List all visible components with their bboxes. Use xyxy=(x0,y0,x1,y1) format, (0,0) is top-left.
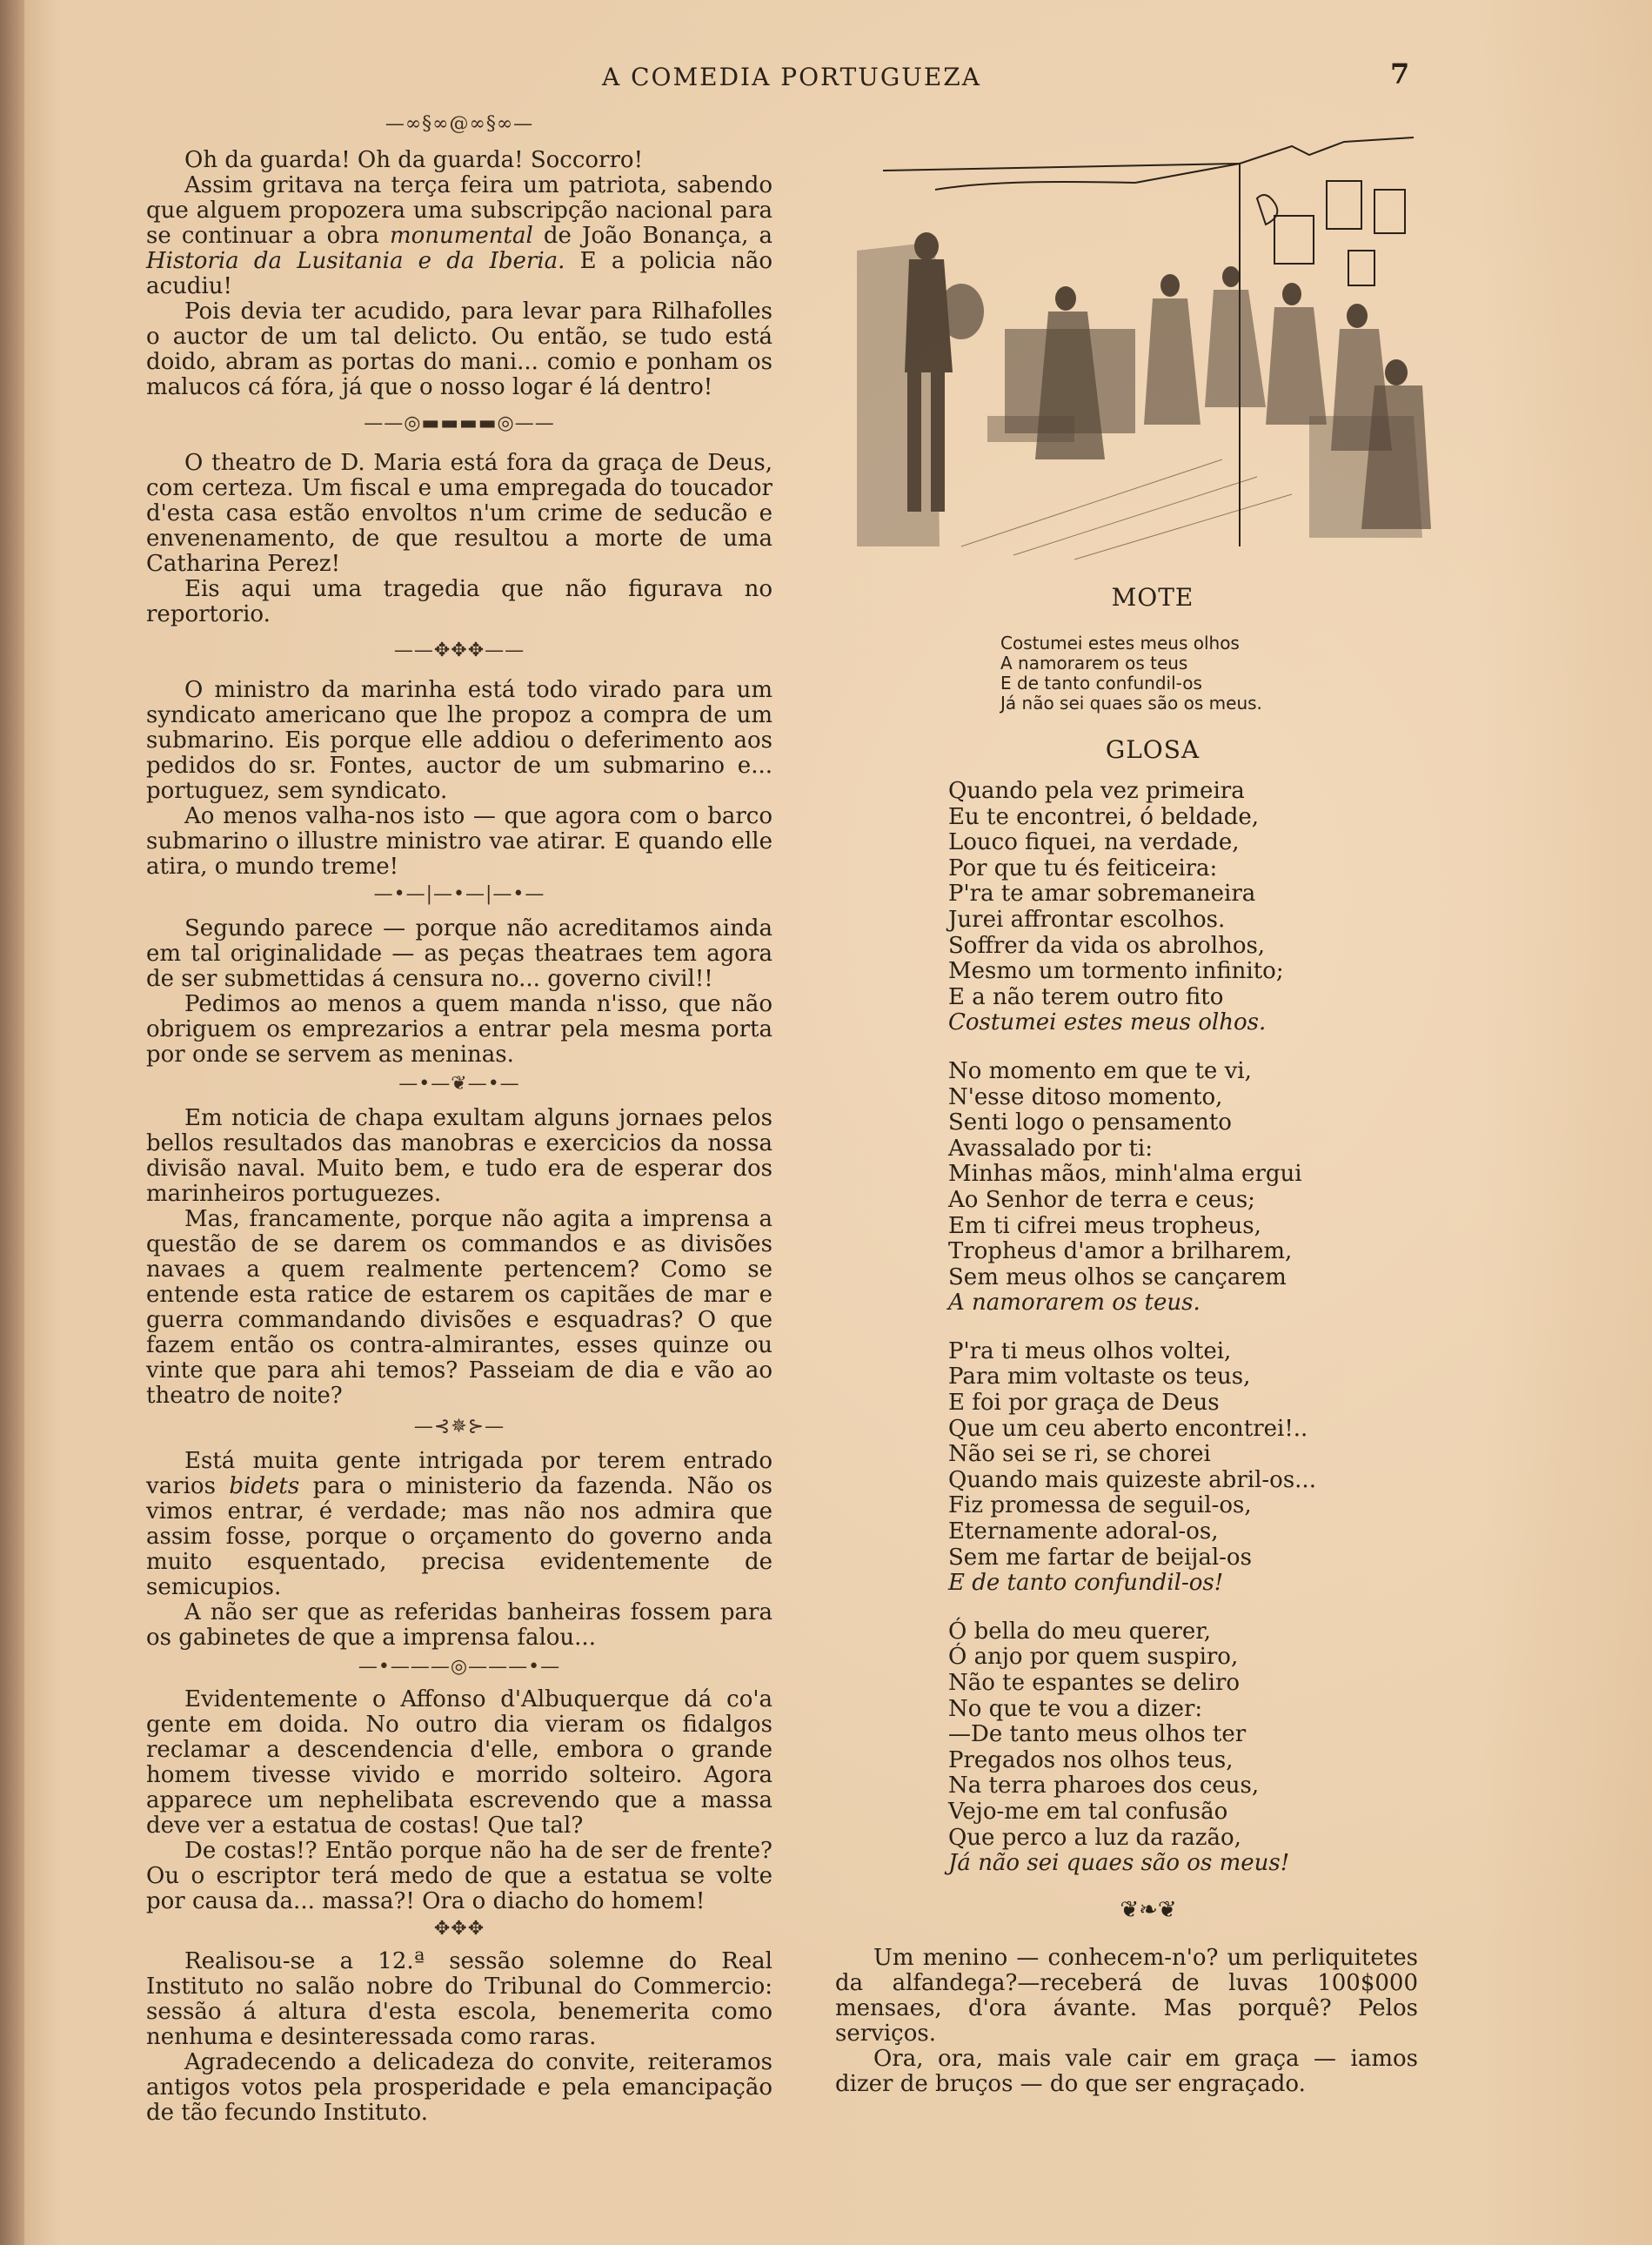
page-number: 7 xyxy=(1390,57,1410,90)
verse-line: N'esse ditoso momento, xyxy=(948,1083,1223,1110)
ornament: —•———◎———•— xyxy=(358,1656,561,1678)
glosa-title: GLOSA xyxy=(1105,735,1201,764)
paragraph: O ministro da marinha está todo virado para um syndicato americano que lhe propoz a compra de um submarino. Eis porque elle addiou o deferimento aos pedidos do sr. Fontes, auctor de um submarino e... portuguez, sem syndicato. xyxy=(146,677,772,804)
verse-line: Sem meus olhos se cançarem xyxy=(948,1263,1287,1290)
stanza xyxy=(948,1059,1331,1317)
verse-line: Costumei estes meus olhos. xyxy=(948,1009,1267,1036)
verse-line: Vejo-me em tal confusão xyxy=(948,1798,1228,1825)
paragraph: Ora, ora, mais vale cair em graça — iamos dizer de bruços — do que ser engraçado. xyxy=(835,2046,1418,2097)
paragraph: A não ser que as referidas banheiras fossem para os gabinetes de que a imprensa falou... xyxy=(146,1599,772,1651)
paragraph: Pedimos ao menos a quem manda n'isso, que não obriguem os emprezarios a entrar pela mesma porta por onde se servem as meninas. xyxy=(146,991,772,1068)
paragraph: De costas!? Então porque não ha de ser de frente? Ou o escriptor terá medo de que a estatua se volte por causa da... massa?! Ora o diacho do homem! xyxy=(146,1838,772,1914)
verse-line: Pregados nos olhos teus, xyxy=(948,1746,1234,1773)
verse-line: Em ti cifrei meus tropheus, xyxy=(948,1212,1261,1239)
ornament: —•—❦—•— xyxy=(398,1073,520,1095)
ornament: —∞§∞@∞§∞— xyxy=(385,113,534,135)
verse-line: Não sei se ri, se chorei xyxy=(948,1441,1211,1468)
engraving-illustration xyxy=(857,129,1440,564)
paragraph: Mas, francamente, porque não agita a imprensa a questão de se darem os commandos e as divisões navaes a quem realmente pertencem? Como se entende esta ratice de estarem os capitães de mar e guerra commandando divisões e esquadras? O que fazem então os contra-almirantes, esses quinze ou vinte que para ahi temos? Passeiam de dia e vão ao theatro de noite? xyxy=(146,1206,772,1409)
verse-line: Sem me fartar de beijal-os xyxy=(948,1544,1252,1571)
paragraph: Segundo parece — porque não acreditamos ainda em tal originalidade — as peças theatraes tem agora de ser submettidas á censura no... governo civil!! xyxy=(146,915,772,992)
verse-line: Eu te encontrei, ó beldade, xyxy=(948,803,1259,830)
verse-line: Tropheus d'amor a brilharem, xyxy=(948,1238,1293,1265)
verse-line: Quando pela vez primeira xyxy=(948,778,1245,804)
mote-line: Costumei estes meus olhos xyxy=(1000,633,1240,653)
verse-line: Ó bella do meu querer, xyxy=(948,1618,1212,1645)
ornament: ❦❧❦ xyxy=(1120,1897,1177,1923)
verse-line: Mesmo um tormento infinito; xyxy=(948,958,1284,985)
stanza xyxy=(948,779,1331,1036)
ornament: ——◎▬▬▬▬◎—— xyxy=(364,412,555,434)
paragraph: Eis aqui uma tragedia que não figurava no reportorio. xyxy=(146,576,772,627)
verse-line: Que um ceu aberto encontrei!.. xyxy=(948,1415,1308,1442)
mote-lines xyxy=(1000,633,1366,714)
verse-line: No que te vou a dizer: xyxy=(948,1695,1203,1722)
verse-line: Por que tu és feiticeira: xyxy=(948,854,1218,881)
verse-line: E a não terem outro fito xyxy=(948,983,1224,1010)
mote-line: Já não sei quaes são os meus. xyxy=(1000,693,1262,714)
ornament: ——✥✥✥—— xyxy=(393,640,525,661)
stanza xyxy=(948,1619,1331,1877)
glosa-poem xyxy=(948,779,1331,1900)
verse-line: A namorarem os teus. xyxy=(948,1290,1201,1317)
paragraph: Agradecendo a delicadeza do convite, reiteramos antigos votos pela prosperidade e pela emancipação de tão fecundo Instituto. xyxy=(146,2049,772,2126)
ornament: —⊰✵⊱— xyxy=(413,1416,505,1437)
verse-line: Na terra pharoes dos ceus, xyxy=(948,1773,1260,1799)
verse-line: Senti logo o pensamento xyxy=(948,1109,1232,1136)
paragraph: Pois devia ter acudido, para levar para Rilhafolles o auctor de um tal delicto. Ou então, se tudo está doido, abram as portas do mani... comio e ponham os malucos cá fóra, já que o nosso logar é lá dentro! xyxy=(146,298,772,400)
verse-line: Avassalado por ti: xyxy=(948,1135,1153,1162)
mote-title: MOTE xyxy=(1111,583,1194,612)
verse-line: Ao Senhor de terra e ceus; xyxy=(948,1186,1255,1213)
paragraph: Ao menos valha-nos isto — que agora com o barco submarino o illustre ministro vae atirar. E quando elle atira, o mundo treme! xyxy=(146,803,772,880)
verse-line: Louco fiquei, na verdade, xyxy=(948,829,1240,856)
verse-line: Fiz promessa de seguil-os, xyxy=(948,1492,1252,1519)
mote-line: E de tanto confundil-os xyxy=(1000,673,1202,694)
verse-line: Jurei affrontar escolhos. xyxy=(948,906,1226,933)
paragraph: Em noticia de chapa exultam alguns jornaes pelos bellos resultados das manobras e exercicios da nossa divisão naval. Muito bem, e tudo era de esperar dos marinheiros portuguezes. xyxy=(146,1105,772,1207)
ornament: —•—|—•—|—•— xyxy=(373,883,545,905)
verse-line: Que perco a luz da razão, xyxy=(948,1824,1241,1851)
verse-line: Ó anjo por quem suspiro, xyxy=(948,1644,1239,1671)
binding-gutter xyxy=(0,0,24,2245)
paragraph: Um menino — conhecem-n'o? um perliquitetes da alfandega?—receberá de luvas 100$000 mensaes, d'ora ávante. Mas porquê? Pelos serviços. xyxy=(835,1945,1418,2047)
verse-line: Soffrer da vida os abrolhos, xyxy=(948,932,1266,959)
right-bottom-column xyxy=(835,1946,1418,2097)
verse-line: Eternamente adoral-os, xyxy=(948,1518,1219,1545)
verse-line: E de tanto confundil-os! xyxy=(948,1570,1224,1597)
verse-line: Quando mais quizeste abril-os... xyxy=(948,1466,1316,1493)
paragraph: O theatro de D. Maria está fora da graça de Deus, com certeza. Um fiscal e uma empregada do toucador d'esta casa estão envoltos n'um crime de seducão e envenenamento, de que resultou a morte de uma Catharina Perez! xyxy=(146,450,772,577)
paragraph: Assim gritava na terça feira um patriota, sabendo que alguem propozera uma subscripção nacional para se continuar a obra monumental de João Bonança, a Historia da Lusitania e da Iberia. E a policia não acudiu! xyxy=(146,172,773,299)
paragraph: Está muita gente intrigada por terem entrado varios bidets para o ministerio da fazenda. Não os vimos entrar, é verdade; mas não nos admira que assim fosse, porque o orçamento do governo anda muito esquentado, precisa evidentemente de semicupios. xyxy=(146,1448,773,1600)
verse-line: Para mim voltaste os teus, xyxy=(948,1364,1251,1391)
paragraph: Realisou-se a 12.ª sessão solemne do Real Instituto no salão nobre do Tribunal do Commercio: sessão á altura d'esta escola, benemerita como nenhuma e desinteressada como raras. xyxy=(146,1948,772,2050)
verse-line: P'ra ti meus olhos voltei, xyxy=(948,1337,1232,1364)
verse-line: E foi por graça de Deus xyxy=(948,1390,1220,1417)
page-header-title: A COMEDIA PORTUGUEZA xyxy=(602,63,981,91)
verse-line: Não te espantes se deliro xyxy=(948,1670,1241,1696)
mote-line: A namorarem os teus xyxy=(1000,653,1188,674)
verse-line: —De tanto meus olhos ter xyxy=(948,1721,1247,1748)
verse-line: No momento em que te vi, xyxy=(948,1057,1252,1084)
ornament: ✥✥✥ xyxy=(433,1918,485,1940)
verse-line: P'ra te amar sobremaneira xyxy=(948,881,1256,908)
paragraph: Evidentemente o Affonso d'Albuquerque dá co'a gente em doida. No outro dia vieram os fidalgos reclamar a descendencia d'elle, embora o grande homem tivesse vivido e morrido solteiro. Agora apparece um nephelibata escrevendo que a massa deve ver a estatua de costas! Que tal? xyxy=(146,1686,772,1839)
verse-line: Já não sei quaes são os meus! xyxy=(948,1850,1290,1877)
left-column xyxy=(146,113,773,2126)
verse-line: Minhas mãos, minh'alma ergui xyxy=(948,1161,1302,1188)
stanza xyxy=(948,1339,1331,1597)
paragraph: Oh da guarda! Oh da guarda! Soccorro! xyxy=(184,147,644,173)
